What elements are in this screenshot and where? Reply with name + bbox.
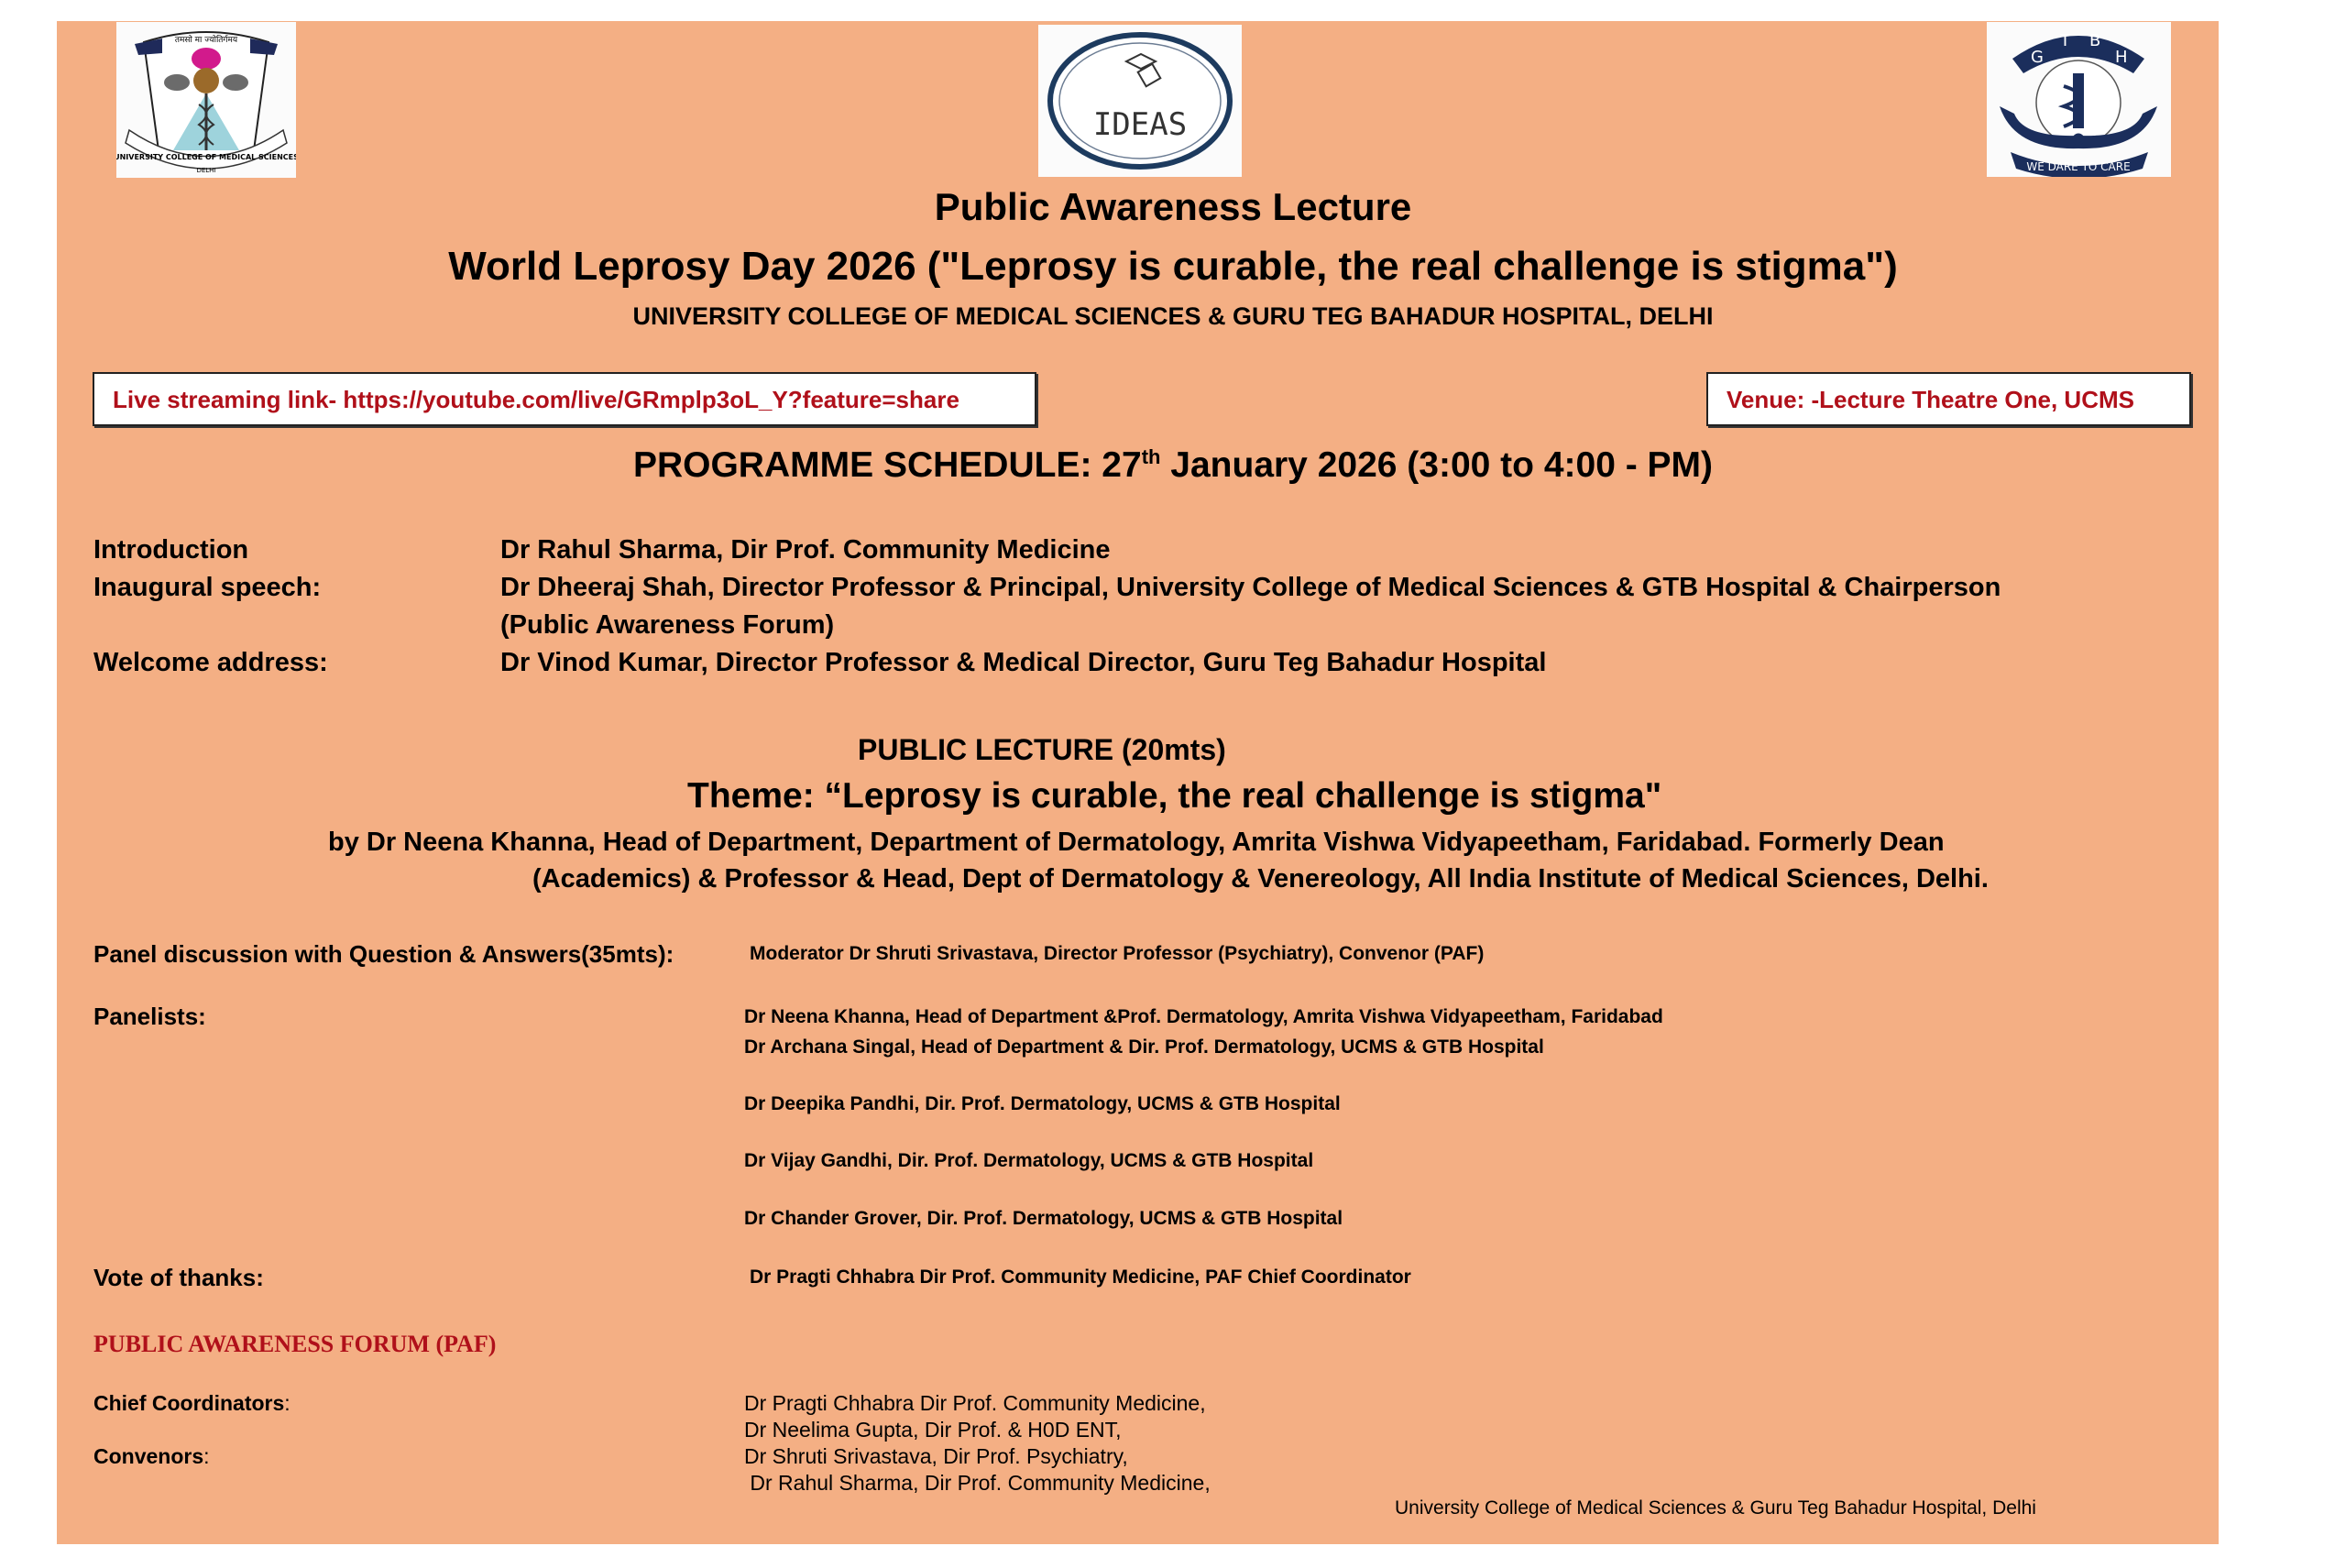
panelists-label: Panelists: <box>93 1003 206 1030</box>
footer-institution: University College of Medical Sciences & Guru Teg Bahadur Hospital, Delhi <box>1395 1497 2036 1519</box>
intro-label: Introduction <box>93 535 249 565</box>
svg-text:तमसो मा ज्योतिर्गमय: तमसो मा ज्योतिर्गमय <box>174 36 238 45</box>
venue-box <box>1706 372 2191 426</box>
svg-text:H: H <box>2115 48 2128 67</box>
panelist-item: Dr Vijay Gandhi, Dir. Prof. Dermatology, UCMS & GTB Hospital <box>744 1150 1314 1171</box>
svg-text:UNIVERSITY COLLEGE OF MEDICAL: UNIVERSITY COLLEGE OF MEDICAL SCIENCES <box>116 153 296 161</box>
live-stream-link[interactable]: Live streaming link- https://youtube.com/live/GRmplp3oL_Y?feature=share <box>113 386 959 413</box>
panel-label: Panel discussion with Question & Answers(35mts): <box>93 940 674 968</box>
gtbh-logo <box>1987 22 2171 177</box>
ideas-seal-icon <box>1038 25 1242 177</box>
thanks-value: Dr Pragti Chhabra Dir Prof. Community Medicine, PAF Chief Coordinator <box>750 1266 1411 1288</box>
chief-coordinators-label <box>93 1391 291 1416</box>
forum-heading: PUBLIC AWARENESS FORUM (PAF) <box>93 1331 497 1357</box>
schedule-sup: th <box>1141 445 1161 468</box>
event-subtitle: World Leprosy Day 2026 ("Leprosy is curable, the real challenge is stigma") <box>448 244 1898 289</box>
forum-member: Dr Rahul Sharma, Dir Prof. Community Medicine, <box>744 1471 1211 1495</box>
schedule-suffix: January 2026 (3:00 to 4:00 - PM) <box>1160 445 1714 485</box>
panelist-item: Dr Chander Grover, Dir. Prof. Dermatology, UCMS & GTB Hospital <box>744 1208 1343 1229</box>
event-title: Public Awareness Lecture <box>934 185 1412 228</box>
panelist-item: Dr Deepika Pandhi, Dir. Prof. Dermatology, UCMS & GTB Hospital <box>744 1093 1341 1114</box>
forum-member: Dr Pragti Chhabra Dir Prof. Community Medicine, <box>744 1391 1206 1415</box>
panel-moderator: Moderator Dr Shruti Srivastava, Director Professor (Psychiatry), Convenor (PAF) <box>750 943 1485 964</box>
convenors-label <box>93 1444 210 1469</box>
svg-text:IDEAS: IDEAS <box>1092 106 1188 143</box>
welcome-label: Welcome address: <box>93 648 328 677</box>
panelist-item: Dr Neena Khanna, Head of Department &Prof. Dermatology, Amrita Vishwa Vidyapeetham, Faridabad <box>744 1006 1663 1027</box>
venue-text: Venue: -Lecture Theatre One, UCMS <box>1727 386 2134 413</box>
forum-member: Dr Shruti Srivastava, Dir Prof. Psychiatry, <box>744 1444 1128 1468</box>
inaugural-value: Dr Dheeraj Shah, Director Professor & Principal, University College of Medical Sciences & GTB Hospital & Chairperson <box>500 573 2001 602</box>
chief-coordinators-text: Chief Coordinators <box>93 1391 285 1415</box>
convenors-colon: : <box>203 1444 210 1468</box>
ucms-crest-icon <box>116 22 296 178</box>
lecture-heading: PUBLIC LECTURE (20mts) <box>858 733 1226 766</box>
welcome-value: Dr Vinod Kumar, Director Professor & Medical Director, Guru Teg Bahadur Hospital <box>500 648 1547 677</box>
svg-text:B: B <box>2089 31 2101 50</box>
gtbh-emblem-icon <box>1987 22 2171 177</box>
ideas-logo <box>1038 25 1242 177</box>
live-stream-box <box>93 372 1036 426</box>
chief-colon: : <box>284 1391 291 1415</box>
schedule-prefix: PROGRAMME SCHEDULE: 27 <box>632 445 1142 485</box>
svg-text:DELHI: DELHI <box>196 167 216 174</box>
institution-name: UNIVERSITY COLLEGE OF MEDICAL SCIENCES & GURU TEG BAHADUR HOSPITAL, DELHI <box>632 302 1714 330</box>
inaugural-value-cont: (Public Awareness Forum) <box>500 610 835 640</box>
svg-text:WE DARE TO CARE: WE DARE TO CARE <box>2026 160 2131 173</box>
convenors-text: Convenors <box>93 1444 204 1468</box>
panelist-item: Dr Archana Singal, Head of Department & Dir. Prof. Dermatology, UCMS & GTB Hospital <box>744 1036 1544 1058</box>
inaugural-label: Inaugural speech: <box>93 573 322 602</box>
svg-text:T: T <box>2060 31 2070 50</box>
ucms-logo <box>116 22 296 178</box>
svg-text:G: G <box>2031 48 2044 67</box>
lecture-speaker-line1: by Dr Neena Khanna, Head of Department, Department of Dermatology, Amrita Vishwa Vidyapeetham, Faridabad. Formerly Dean <box>328 828 1945 857</box>
intro-value: Dr Rahul Sharma, Dir Prof. Community Medicine <box>500 535 1111 565</box>
programme-schedule <box>0 445 2346 486</box>
thanks-label: Vote of thanks: <box>93 1264 264 1291</box>
lecture-speaker-line2: (Academics) & Professor & Head, Dept of Dermatology & Venereology, All India Institute of Medical Sciences, Delhi. <box>532 864 1989 894</box>
lecture-theme: Theme: “Leprosy is curable, the real challenge is stigma" <box>687 776 1662 816</box>
forum-member: Dr Neelima Gupta, Dir Prof. & H0D ENT, <box>744 1418 1122 1442</box>
